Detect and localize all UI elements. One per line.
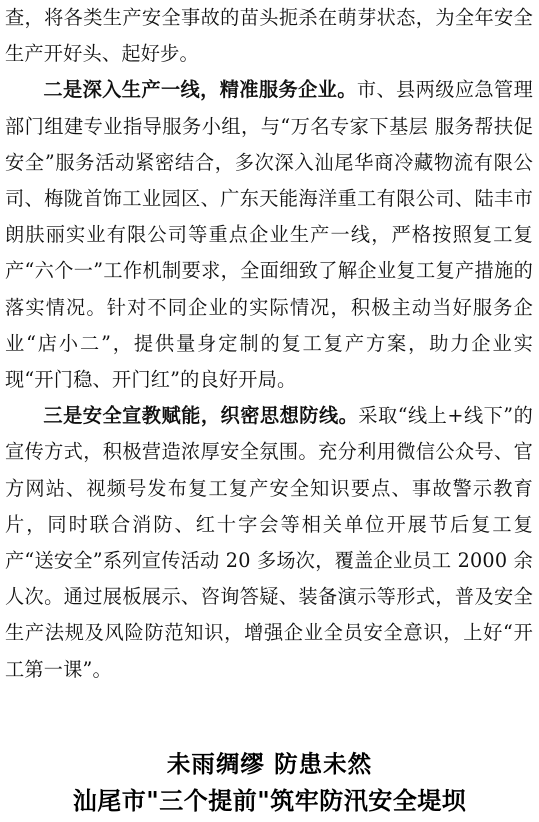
- next-article-title-line-2: 汕尾市"三个提前"筑牢防汛安全堤坝: [72, 786, 467, 815]
- paragraph-opening-fragment: [5, 0, 533, 72]
- point-3-lead: 三是安全宣教赋能，织密思想防线。: [43, 404, 359, 428]
- paragraph-point-2: [5, 72, 533, 398]
- point-3-body: 采取“线上+线下”的宣传方式，积极营造浓厚安全氛围。充分利用微信公众号、官方网站、视频号发布复工复产安全知识要点、事故警示教育片，同时联合消防、红十字会等相关单位开展节后复工复产“送安全”系列宣传活动 20 多场次，覆盖企业员工 2000 余人次。通过展板展示、咨询答疑、装备演示等形式，普及安全生产法规及风险防范知识，增强企业全员安全意识，上好“开工第一课”。: [5, 404, 533, 681]
- opening-fragment-text: 查，将各类生产安全事故的苗头扼杀在萌芽状态，为全年安全生产开好头、起好步。: [5, 6, 533, 66]
- article-body: [5, 0, 533, 688]
- paragraph-point-3: [5, 398, 533, 688]
- next-article-title-line-1: 未雨绸缪 防患未然: [166, 750, 373, 778]
- point-2-lead: 二是深入生产一线，精准服务企业。: [43, 78, 357, 102]
- point-2-body: 市、县两级应急管理部门组建专业指导服务小组，与“万名专家下基层 服务帮扶促安全”服务活动紧密结合，多次深入汕尾华商冷藏物流有限公司、梅陇首饰工业园区、广东天能海洋重工有限公司、陆丰市朗肤丽实业有限公司等重点企业生产一线，严格按照复工复产“六个一”工作机制要求，全面细致了解企业复工复产措施的落实情况。针对不同企业的实际情况，积极主动当好服务企业“店小二”，提供量身定制的复工复产方案，助力企业实现“开门稳、开门红”的良好开局。: [5, 78, 533, 392]
